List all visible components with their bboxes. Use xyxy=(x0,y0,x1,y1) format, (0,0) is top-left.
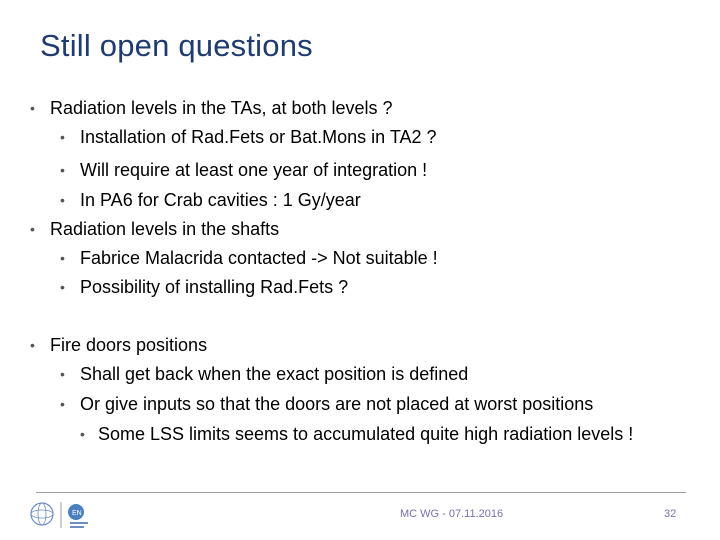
bullet-text: Or give inputs so that the doors are not placed at worst positions xyxy=(80,394,594,414)
bullet-text: Some LSS limits seems to accumulated quite high radiation levels ! xyxy=(98,424,634,444)
footer-logos xyxy=(28,498,118,532)
bullet-dot: • xyxy=(30,100,35,116)
cern-logo-icon xyxy=(28,498,118,532)
bullet-text: Shall get back when the exact position is defined xyxy=(80,364,469,384)
footer-divider xyxy=(36,492,686,493)
svg-text:EN: EN xyxy=(72,510,82,517)
bullet-text: Will require at least one year of integration ! xyxy=(80,160,428,180)
bullet-text: Possibility of installing Rad.Fets ? xyxy=(80,277,349,297)
bullet-dot: • xyxy=(30,221,35,237)
bullet-dot: • xyxy=(60,129,65,145)
bullet-dot: • xyxy=(60,162,65,178)
bullet-text: Fire doors positions xyxy=(50,335,208,355)
bullet-dot: • xyxy=(30,337,35,353)
bullet-text: In PA6 for Crab cavities : 1 Gy/year xyxy=(80,190,361,210)
bullet-text: Radiation levels in the shafts xyxy=(50,219,280,239)
bullet-text: Radiation levels in the TAs, at both levels ? xyxy=(50,98,393,118)
bullet-text: Fabrice Malacrida contacted -> Not suitable ! xyxy=(80,248,438,268)
bullet-dot: • xyxy=(60,250,65,266)
bullet-dot: • xyxy=(60,366,65,382)
page-number: 32 xyxy=(664,508,677,520)
bullet-dot: • xyxy=(60,396,65,412)
bullet-dot: • xyxy=(80,426,85,442)
bullet-dot: • xyxy=(60,279,65,295)
footer-meeting-date: MC WG - 07.11.2016 xyxy=(400,508,504,520)
bullet-text: Installation of Rad.Fets or Bat.Mons in TA2 ? xyxy=(80,127,437,147)
slide-title: Still open questions xyxy=(40,28,313,63)
bullet-dot: • xyxy=(60,192,65,208)
